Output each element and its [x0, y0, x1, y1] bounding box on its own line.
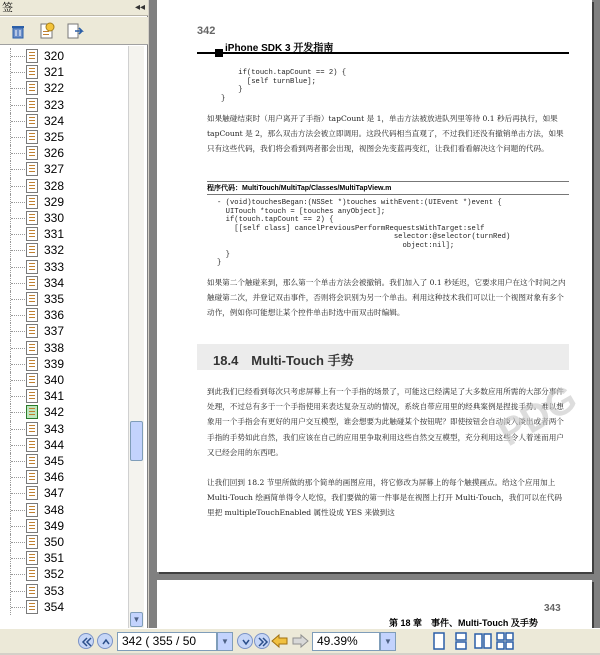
paragraph-2: 如果第二个触碰来到，那么第一个单击方法会被撤销。我们加入了 0.1 秒延迟，它要求用户在这个时间之内触碰第二次，并登记双击事件，否则将会识别为另一个单击。利用这种技术我们可以让一个视图对象有多个动作，例如你可能想让某个控件单击时选中而双击时编辑。	[207, 278, 566, 318]
code-block-top: if(touch.tapCount == 2) { [self turnBlue]; } }	[221, 69, 347, 103]
bookmark-item-341[interactable]	[0, 388, 128, 404]
first-page-button[interactable]	[78, 633, 94, 649]
page-number-2: 343	[544, 603, 561, 614]
tree-connector	[11, 88, 25, 89]
zoom-field[interactable]: 49.39%	[312, 632, 380, 651]
bookmark-scrollbar[interactable]	[128, 46, 144, 628]
single-page-icon	[430, 632, 448, 650]
bookmark-item-354[interactable]	[0, 599, 128, 615]
trash-icon	[9, 22, 27, 40]
bookmark-label: 339	[44, 356, 65, 371]
bookmark-label: 335	[44, 292, 65, 306]
section-heading: 18.4 Multi-Touch 手势	[213, 353, 354, 368]
bookmark-item-336[interactable]	[0, 307, 128, 323]
bookmark-label: 344	[44, 437, 65, 452]
bookmark-label: 325	[44, 130, 65, 144]
bookmark-item-330[interactable]	[0, 210, 128, 226]
previous-page-icon	[100, 636, 112, 648]
bookmark-label: 332	[44, 243, 65, 258]
bookmark-item-324[interactable]	[0, 113, 128, 129]
bookmark-label: 329	[44, 194, 65, 209]
bookmark-item-331[interactable]	[0, 226, 128, 242]
page-bookmark-icon	[26, 211, 38, 225]
page-bookmark-icon	[26, 114, 38, 128]
page-bookmark-icon	[26, 454, 38, 468]
page-bookmark-icon	[26, 98, 38, 112]
bookmark-label: 337	[44, 324, 65, 339]
bookmark-item-351[interactable]	[0, 550, 128, 566]
facing-pages-icon	[474, 632, 492, 650]
tree-connector	[11, 461, 25, 462]
bookmark-item-321[interactable]	[0, 64, 128, 80]
page-bookmark-icon	[26, 486, 38, 500]
bookmark-item-334[interactable]	[0, 275, 128, 291]
page-bookmark-icon	[26, 405, 38, 419]
page-bookmark-icon	[26, 584, 38, 598]
tree-connector	[11, 234, 25, 235]
bookmark-label: 327	[44, 162, 65, 177]
tree-connector	[11, 445, 25, 446]
bookmark-label: 342	[44, 405, 65, 420]
tree-connector	[11, 250, 25, 251]
forward-arrow-icon	[290, 633, 310, 649]
tree-connector	[11, 493, 25, 494]
page-bookmark-icon	[26, 438, 38, 452]
page-bookmark-icon	[26, 130, 38, 144]
tree-connector	[11, 315, 25, 316]
watermark-stamp: PDG	[491, 377, 585, 455]
bookmark-label: 353	[44, 583, 65, 598]
bookmark-item-327[interactable]	[0, 161, 128, 177]
first-page-icon	[81, 636, 93, 648]
tree-connector	[11, 202, 25, 203]
bookmark-label: 320	[44, 49, 65, 63]
tree-connector	[11, 267, 25, 268]
tree-connector	[11, 412, 25, 413]
bookmark-item-350[interactable]	[0, 534, 128, 550]
page-bookmark-icon	[26, 276, 38, 290]
bookmark-item-328[interactable]	[0, 178, 128, 194]
page-bookmark-icon	[26, 260, 38, 274]
caption-rule-bottom	[207, 194, 569, 195]
bookmark-label: 322	[44, 81, 65, 96]
bookmark-item-325[interactable]	[0, 129, 128, 145]
bookmark-panel	[0, 0, 148, 628]
page-bookmark-icon	[26, 324, 38, 338]
bookmark-item-320[interactable]	[0, 48, 128, 64]
bookmark-label: 350	[44, 535, 65, 549]
tree-connector	[11, 477, 25, 478]
bookmark-label: 352	[44, 567, 65, 582]
page-bookmark-icon	[26, 243, 38, 257]
new-bookmark-button[interactable]	[38, 22, 56, 40]
bookmark-label: 347	[44, 486, 65, 501]
scroll-down-button[interactable]: ▼	[130, 612, 143, 627]
page-bookmark-icon	[26, 600, 38, 614]
tree-connector	[11, 283, 25, 284]
bookmark-item-323[interactable]	[0, 97, 128, 113]
tree-connector	[11, 137, 25, 138]
bookmark-label: 336	[44, 308, 65, 323]
bookmark-item-322[interactable]	[0, 80, 128, 96]
export-icon	[66, 22, 84, 40]
bookmark-label: 324	[44, 113, 65, 128]
caption-rule-top	[207, 181, 569, 182]
code-caption: 程序代码：MultiTouch/MultiTap/Classes/MultiTapView.m	[207, 185, 392, 192]
tree-connector	[11, 607, 25, 608]
continuous-facing-view-button[interactable]	[496, 632, 514, 650]
back-button[interactable]	[270, 633, 290, 649]
tree-connector	[11, 510, 25, 511]
bookmark-label: 341	[44, 389, 65, 404]
tree-connector	[11, 218, 25, 219]
page-bookmark-icon	[26, 292, 38, 306]
next-page-icon	[240, 636, 252, 648]
bookmark-label: 326	[44, 146, 65, 161]
bookmark-item-344[interactable]	[0, 437, 128, 453]
bookmark-item-342[interactable]	[0, 404, 128, 420]
bookmark-label: 351	[44, 551, 65, 566]
zoom-dropdown-button[interactable]: ▼	[380, 632, 396, 651]
page-bookmark-icon	[26, 308, 38, 322]
bookmark-label: 343	[44, 421, 65, 436]
tree-connector	[11, 591, 25, 592]
tree-connector	[11, 169, 25, 170]
tree-connector	[11, 56, 25, 57]
bookmark-item-332[interactable]	[0, 242, 128, 258]
bookmark-item-333[interactable]	[0, 259, 128, 275]
forward-button[interactable]	[290, 633, 310, 649]
tree-connector	[11, 526, 25, 527]
tree-connector	[11, 364, 25, 365]
page-bookmark-icon	[26, 195, 38, 209]
page-bookmark-icon	[26, 227, 38, 241]
page-342	[157, 0, 592, 572]
bookmark-item-339[interactable]	[0, 356, 128, 372]
tree-connector	[11, 153, 25, 154]
bookmark-item-349[interactable]	[0, 518, 128, 534]
page-number: 342	[197, 25, 216, 37]
page-bookmark-icon	[26, 422, 38, 436]
bookmark-item-348[interactable]	[0, 502, 128, 518]
last-page-button[interactable]	[254, 633, 270, 649]
running-header-2: 第 18 章 事件、Multi-Touch 及手势	[389, 618, 538, 628]
page-bookmark-icon	[26, 179, 38, 193]
header-marker	[215, 49, 223, 57]
bookmark-item-343[interactable]	[0, 421, 128, 437]
delete-bookmark-button[interactable]	[9, 22, 27, 40]
bookmark-label: 333	[44, 259, 65, 274]
bookmark-item-346[interactable]	[0, 469, 128, 485]
page-bookmark-icon	[26, 65, 38, 79]
running-header: iPhone SDK 3 开发指南	[225, 43, 334, 54]
paragraph-3: 到此我们已经看到每次只考虑屏幕上有一个手指的场景了，可能这已经满足了大多数应用所需的大部分事件处理，不过总有多于一个手指使用来表达复杂互动的情况，系统自带应用里的经典案例是捏拢手势。难以想象用一个手指会有更好的用户交互模型，谁会想要为此触碰某个按钮呢？即使按钮会自动淡入淡出或者两个手指的手势如此自然，我们应该在自己的应用里争取利用这些自然交互模型，充分利用这些令人着迷而用户又已经会用的东西吧。	[207, 387, 564, 457]
tree-connector	[11, 348, 25, 349]
paragraph-1: 如果触碰结束时（用户离开了手指）tapCount 是 1，单击方法被放进队列里等待 0.1 秒后再执行，如果 tapCount 是 2，那么双击方法会被立即调用。这段代码相当直观了，不过我们还没有撤销单击方法，如果只有这些代码，我们将会看到两者都会出现，视图会先变蓝再变红，让我们看看解决这个问题的代码。	[207, 114, 564, 154]
collapse-panel-icon[interactable]: ◂◂	[134, 2, 145, 13]
panel-title: 签	[2, 2, 13, 14]
header-rule	[197, 52, 569, 54]
page-bookmark-icon	[26, 81, 38, 95]
bookmark-item-326[interactable]	[0, 145, 128, 161]
bookmark-label: 338	[44, 340, 65, 355]
bookmark-label: 340	[44, 373, 65, 387]
tree-connector	[11, 72, 25, 73]
page-bookmark-icon	[26, 373, 38, 387]
single-page-view-button[interactable]	[430, 632, 448, 650]
bookmark-label: 321	[44, 65, 65, 80]
bookmark-label: 330	[44, 211, 65, 225]
bookmark-label: 348	[44, 502, 65, 517]
tree-connector	[11, 121, 25, 122]
next-page-button[interactable]	[237, 633, 253, 649]
page-bookmark-icon	[26, 389, 38, 403]
page-bookmark-icon	[26, 567, 38, 581]
page-dropdown-button[interactable]: ▼	[217, 632, 233, 651]
tree-connector	[11, 396, 25, 397]
continuous-view-button[interactable]	[452, 632, 470, 650]
bookmark-label: 346	[44, 470, 65, 485]
page-bookmark-icon	[26, 470, 38, 484]
bookmark-label: 349	[44, 518, 65, 533]
document-viewer[interactable]	[149, 0, 600, 628]
bookmark-item-347[interactable]	[0, 485, 128, 501]
bookmark-item-353[interactable]	[0, 583, 128, 599]
code-block-main: - (void)touchesBegan:(NSSet *)touches withEvent:(UIEvent *)event { UITouch *touch = [touches anyObject]; if(touch.tapCount == 2) { [[self class] cancelPreviousPerformRequestsWithTarget:self selector:@selector(turnRed) object:nil]; } }	[217, 199, 511, 268]
page-bookmark-icon	[26, 357, 38, 371]
tree-connector	[11, 558, 25, 559]
scrollbar-thumb[interactable]	[130, 421, 143, 461]
navigation-toolbar	[0, 628, 600, 653]
page-number-field[interactable]: 342 ( 355 / 50	[117, 632, 217, 651]
facing-view-button[interactable]	[474, 632, 492, 650]
bookmark-item-337[interactable]	[0, 323, 128, 339]
tree-connector	[11, 105, 25, 106]
bookmark-label: 354	[44, 599, 65, 614]
previous-page-button[interactable]	[97, 633, 113, 649]
tree-connector	[11, 186, 25, 187]
page-bookmark-icon	[26, 551, 38, 565]
bookmark-label: 334	[44, 275, 65, 290]
bookmark-item-338[interactable]	[0, 340, 128, 356]
last-page-icon	[257, 636, 269, 648]
page-bookmark-icon	[26, 519, 38, 533]
page-343	[157, 580, 592, 628]
page-bookmark-icon	[26, 341, 38, 355]
bookmark-label: 331	[44, 227, 65, 242]
bookmark-tree	[0, 46, 128, 628]
bookmark-label: 328	[44, 178, 65, 193]
tree-connector	[11, 574, 25, 575]
bookmark-label: 345	[44, 454, 65, 468]
page-bookmark-icon	[26, 503, 38, 517]
panel-title-bar	[0, 0, 148, 16]
tree-connector	[11, 380, 25, 381]
tree-connector	[11, 331, 25, 332]
bookmark-item-340[interactable]	[0, 372, 128, 388]
bookmark-item-329[interactable]	[0, 194, 128, 210]
page-bookmark-icon	[26, 49, 38, 63]
tree-connector	[11, 542, 25, 543]
new-bookmark-icon	[38, 22, 56, 40]
paragraph-4: 让我们回到 18.2 节里所做的那个简单的画图应用，将它修改为屏幕上的每个触摸画点。给这个应用加上 Multi-Touch 绘画简单得令人吃惊，我们要做的第一件事是在视图上打开 Multi-Touch，我们可以在代码里把 multipleTouchEnabled 属性设成 YES 来做到这	[207, 478, 562, 518]
tree-connector	[11, 299, 25, 300]
page-bookmark-icon	[26, 146, 38, 160]
page-bookmark-icon	[26, 535, 38, 549]
export-bookmark-button[interactable]	[66, 22, 84, 40]
back-arrow-icon	[270, 633, 290, 649]
bookmark-item-335[interactable]	[0, 291, 128, 307]
bookmark-item-352[interactable]	[0, 566, 128, 582]
bookmark-item-345[interactable]	[0, 453, 128, 469]
tree-connector	[11, 429, 25, 430]
bookmark-toolbar	[0, 17, 148, 45]
continuous-facing-icon	[496, 632, 514, 650]
continuous-page-icon	[452, 632, 470, 650]
page-bookmark-icon	[26, 162, 38, 176]
bookmark-label: 323	[44, 97, 65, 112]
